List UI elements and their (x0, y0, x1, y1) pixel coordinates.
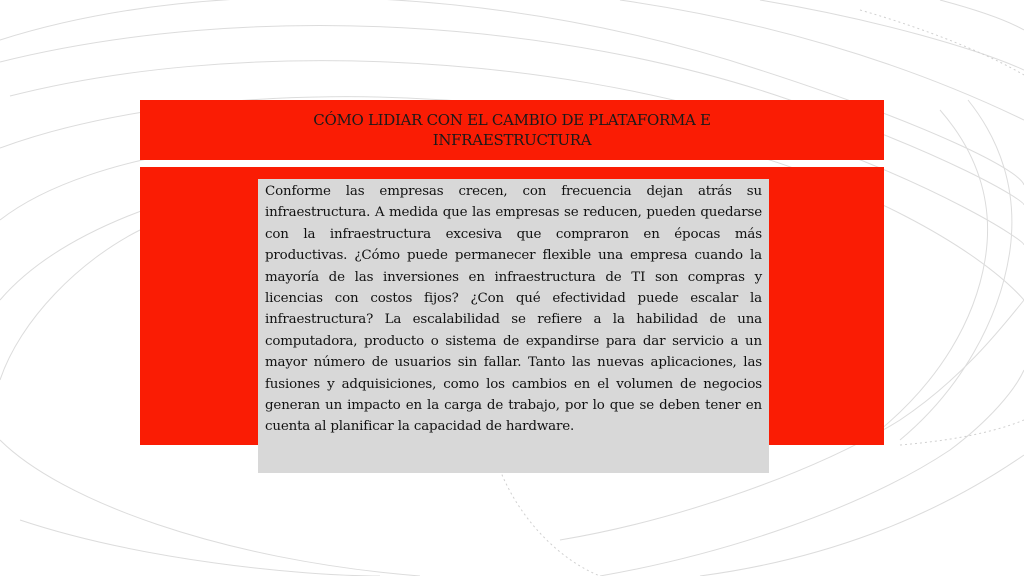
title-banner (140, 100, 884, 160)
body-paragraph: Conforme las empresas crecen, con frecuencia dejan atrás su infraestructura. A medida que las empresas se reducen, pueden quedarse con la infraestructura excesiva que compraron en épocas más productivas. ¿Cómo puede permanecer flexible una empresa cuando la mayoría de las inversiones en infraestructura de TI son compras y licencias con costos fijos? ¿Con qué efectividad puede escalar la infraestructura? La escalabilidad se refiere a la habilidad de una computadora, producto o sistema de expandirse para dar servicio a un mayor número de usuarios sin fallar. Tanto las nuevas aplicaciones, las fusiones y adquisiciones, como los cambios en el volumen de negocios generan un impacto en la carga de trabajo, por lo que se deben tener en cuenta al planificar la capacidad de hardware. (265, 184, 762, 435)
body-text-box (258, 179, 769, 473)
slide-title: CÓMO LIDIAR CON EL CAMBIO DE PLATAFORMA E INFRAESTRUCTURA (313, 111, 711, 149)
